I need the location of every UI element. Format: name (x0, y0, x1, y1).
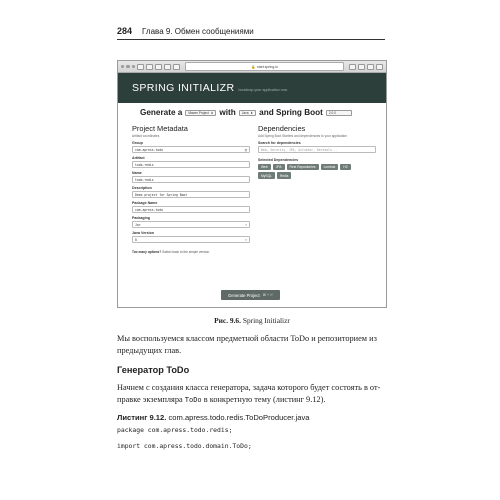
figure-caption (117, 316, 387, 325)
packaging-select[interactable] (132, 221, 250, 228)
dependency-tag-lombok[interactable]: Lombok (321, 164, 339, 170)
project-type-value: Maven Project (188, 110, 209, 115)
boot-version-select[interactable] (326, 110, 352, 116)
running-header (117, 26, 385, 40)
tabs-button[interactable] (367, 64, 374, 70)
java-version-label: Java Version (132, 231, 154, 235)
chapter-title: Глава 9. Обмен сообщениями (142, 27, 254, 36)
project-metadata-section (132, 124, 250, 254)
figure-title: Spring Initializr (242, 316, 290, 325)
name-label: Name (132, 171, 142, 175)
chevron-down-icon: ⬍ (210, 110, 214, 115)
package-value: com.apress.todo (135, 207, 163, 212)
code-line-package: package com.apress.todo.redis; (117, 426, 233, 434)
browser-toolbar (118, 61, 386, 73)
packaging-label: Packaging (132, 216, 150, 220)
extension-button[interactable] (173, 64, 180, 70)
java-version-value: 8 (135, 237, 137, 242)
forward-button[interactable] (146, 64, 153, 70)
initializr-tagline: bootstrap your application now (238, 87, 288, 92)
spring-boot-word: and Spring Boot (259, 108, 323, 117)
metadata-title: Project Metadata (132, 124, 188, 133)
dependencies-subtitle: Add Spring Boot Starters and dependencies to your application (258, 134, 347, 138)
dependency-tag-mysql[interactable]: MySQL (258, 172, 275, 178)
too-many-options-text: Too many options? (132, 250, 162, 254)
figure-number: Рис. 9.6. (214, 316, 241, 325)
chevron-down-icon: ⬍ (250, 110, 254, 115)
page-number: 284 (117, 26, 133, 36)
packaging-value: Jar (135, 222, 141, 227)
search-dependencies-label: Search for dependencies (258, 141, 301, 145)
dependency-tag-jpa[interactable]: JPA (273, 164, 285, 170)
search-placeholder: Web, Security, JPA, Actuator, Devtools... (261, 147, 338, 152)
artifact-label: Artifact (132, 156, 145, 160)
shield-button[interactable] (164, 64, 171, 70)
metadata-subtitle: Artifact coordinates (132, 134, 160, 138)
dependency-tag-redis[interactable]: Redis (277, 172, 291, 178)
initializr-logo: SPRING INITIALIZR (132, 82, 235, 94)
description-label: Description (132, 186, 152, 190)
dependency-tag-web[interactable]: Web (258, 164, 271, 170)
address-bar[interactable] (185, 62, 344, 71)
package-input[interactable] (132, 206, 250, 213)
browser-window (117, 60, 387, 308)
back-button[interactable] (137, 64, 144, 70)
boot-version-value: 2.0.0 (328, 110, 336, 115)
reload-button[interactable] (349, 64, 356, 70)
generate-project-button[interactable] (221, 290, 280, 300)
description-input[interactable] (132, 191, 250, 198)
paragraph-2-text-a: Начнем с создания класса генератора, задача которого будет состоять в от-правке экземпляра (117, 383, 381, 404)
sidebar-button[interactable] (155, 64, 162, 70)
generate-project-label: Generate Project (228, 292, 260, 298)
dependency-search-input[interactable] (258, 146, 376, 153)
dependency-tag-rest-repositories[interactable]: Rest Repositories (287, 164, 319, 170)
dependencies-section (258, 124, 376, 254)
listing-number: Листинг 9.12. (117, 413, 167, 422)
autofill-icon[interactable]: ▤ (244, 147, 247, 152)
keyboard-shortcut-hint: ⌘ + ⏎ (262, 293, 273, 297)
language-select[interactable] (239, 110, 256, 116)
chevron-down-icon: ⬍ (244, 237, 247, 242)
project-type-select[interactable] (185, 110, 216, 116)
name-input[interactable] (132, 176, 250, 183)
artifact-input[interactable] (132, 161, 250, 168)
language-value: Java (241, 110, 249, 115)
zoom-window-icon[interactable] (132, 65, 135, 68)
selected-dependencies-list (258, 164, 358, 179)
artifact-value: todo-redis (135, 162, 154, 167)
listing-filename: com.apress.todo.redis.ToDoProducer.java (168, 413, 310, 422)
name-value: todo-redis (135, 177, 154, 182)
url-text: start.spring.io (257, 64, 279, 69)
selected-dependencies-label: Selected Dependencies (258, 158, 299, 162)
paragraph-1: Мы воспользуемся классом предметной области ToDo и репозиторием из предыдущих глав. (117, 334, 377, 355)
package-label: Package Name (132, 201, 158, 205)
java-version-select[interactable] (132, 236, 250, 243)
generate-row (118, 103, 386, 117)
lock-icon: 🔒 (251, 64, 256, 69)
share-button[interactable] (358, 64, 365, 70)
group-value: com.apress.todo (135, 147, 163, 152)
close-window-icon[interactable] (121, 65, 124, 68)
paragraph-2-text-b: в конкретную тему (листинг 9.12). (203, 394, 326, 404)
switch-simple-link[interactable]: Switch back to the simple version. (162, 250, 211, 254)
dependencies-title: Dependencies (258, 124, 306, 133)
initializr-banner (118, 73, 386, 103)
code-line-import: import com.apress.todo.domain.ToDo; (117, 442, 252, 450)
group-input[interactable] (132, 146, 250, 153)
listing-title (117, 413, 309, 422)
description-value: Demo project for Spring Boot (135, 192, 188, 197)
section-heading: Генератор ToDo (117, 365, 190, 375)
dependency-tag-h2[interactable]: H2 (340, 164, 350, 170)
group-label: Group (132, 141, 143, 145)
chevron-down-icon: ⬍ (244, 222, 247, 227)
generate-prefix: Generate a (140, 108, 183, 117)
inline-code-todo: ToDo (184, 395, 202, 404)
simple-version-note (132, 250, 250, 254)
with-word: with (219, 108, 236, 117)
minimize-window-icon[interactable] (126, 65, 129, 68)
new-tab-button[interactable] (376, 64, 383, 70)
paragraph-2 (117, 382, 387, 406)
